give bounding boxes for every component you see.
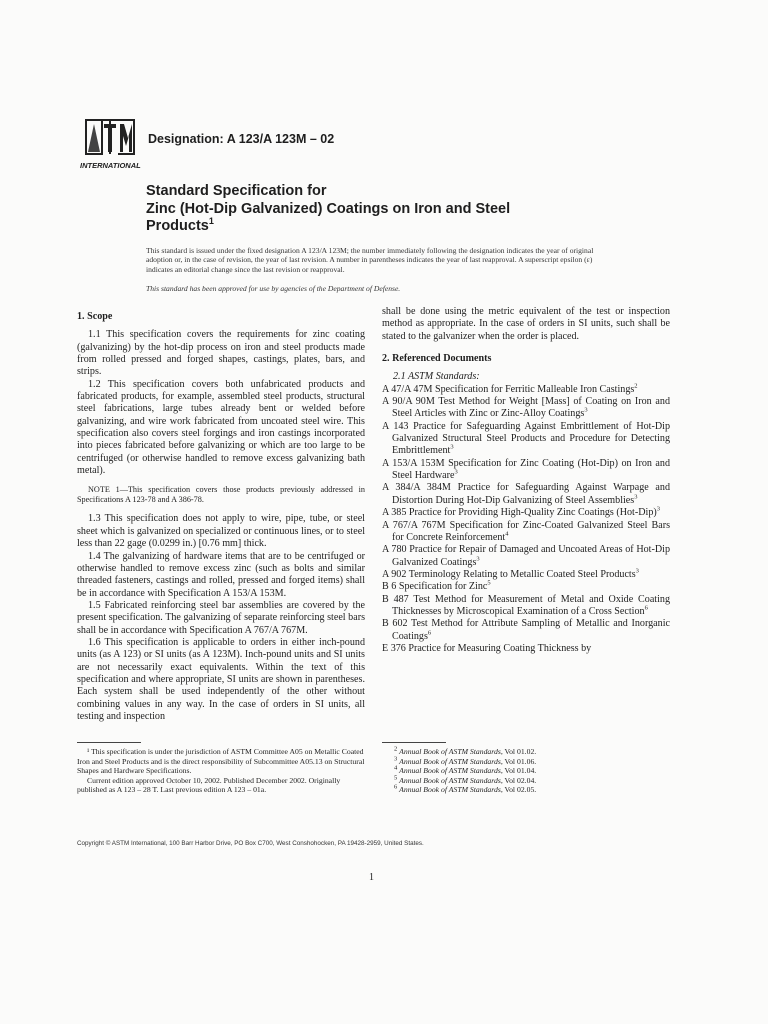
- intro-notice: [146, 246, 616, 304]
- page-number: 1: [369, 872, 374, 883]
- reference-item: [382, 384, 670, 396]
- footnote-item: [382, 766, 670, 776]
- footnote-number: 4: [394, 764, 398, 772]
- reference-item: [382, 396, 670, 421]
- astm-standards-subheading: 2.1 ASTM Standards:: [393, 371, 480, 383]
- paragraph-continuation: shall be done using the metric equivalent of the test or inspection method as appropriate. In the case of orders in SI units, such shall be stated to the galvanizer when the order is placed.: [382, 306, 670, 342]
- reference-text: A 47/A 47M Specification for Ferritic Malleable Iron Castings: [382, 383, 635, 395]
- reference-item: [382, 482, 670, 507]
- copyright-notice: Copyright © ASTM International, 100 Barr Harbor Drive, PO Box C700, West Conshohocken, PA 19428-2959, United States.: [77, 840, 424, 847]
- reference-footnote-mark: 3: [656, 505, 660, 513]
- section-heading-scope: 1. Scope: [77, 311, 113, 322]
- reference-text: A 153/A 153M Specification for Zinc Coating (Hot-Dip) on Iron and Steel Hardware: [382, 457, 670, 482]
- footnote-book: Annual Book of ASTM Standards: [399, 785, 501, 794]
- note-1: NOTE 1—This specification covers those products previously addressed in Specifications A 123-78 and A 386-78.: [77, 485, 365, 505]
- reference-text: A 902 Terminology Relating to Metallic Coated Steel Products: [382, 568, 636, 580]
- logo-text: INTERNATIONAL: [80, 161, 141, 170]
- reference-footnote-mark: 4: [505, 530, 509, 538]
- footnotes-right: [382, 742, 670, 795]
- reference-list: [382, 384, 670, 656]
- footnote-number: 3: [394, 754, 398, 762]
- reference-item: [382, 594, 670, 619]
- title-line-3: Products: [146, 218, 209, 234]
- title-line-2: Zinc (Hot-Dip Galvanized) Coatings on Iron and Steel: [146, 200, 511, 217]
- reference-text: B 602 Test Method for Attribute Sampling of Metallic and Inorganic Coatings: [382, 618, 670, 642]
- paragraph-1-6: 1.6 This specification is applicable to orders in either inch-pound units (as A 123) or SI units (as A 123M). Inch-pound units and SI units are not necessarily exact equivalents. Within the text of this specification and where appropriate, SI units are shown in parentheses. Each system shall be used independently of the other without combining values in any way. In the case of orders in SI units, all testing and inspection: [77, 636, 365, 722]
- section-heading-references: 2. Referenced Documents: [382, 353, 492, 365]
- footnote-rule: [382, 742, 446, 743]
- paragraph-1-2: 1.2 This specification covers both unfabricated products and fabricated products, for example, assembled steel products, structural steel fabrications, large tubes already bent or welded before galvanizing, and wire work fabricated from uncoated steel wire. This specification also covers steel forgings and iron castings incorporated into pieces fabricated before galvanizing or which are too large to be centrifuged (or otherwise handled to remove excess galvanizing bath metal).: [77, 378, 365, 477]
- reference-item: [382, 458, 670, 483]
- footnote-volume: , Vol 02.04.: [500, 775, 537, 785]
- footnote-book: Annual Book of ASTM Standards: [399, 756, 501, 766]
- designation-notice: This standard is issued under the fixed designation A 123/A 123M; the number immediately following the designation indicates the year of original adoption or, in the case of revision, the year of last revision. A number in parentheses indicates the year of last reapproval. A superscript epsilon (ε) indicates an editorial change since the last revision or reapproval.: [146, 246, 594, 274]
- reference-footnote-mark: 2: [634, 382, 638, 390]
- footnote-item: [382, 773, 670, 786]
- reference-item: [382, 643, 670, 655]
- reference-item: [382, 421, 670, 458]
- paragraph-1-3: 1.3 This specification does not apply to wire, pipe, tube, or steel sheet which is galvanized on specialized or continuous lines, or to steel less than 22 gage (0.0299 in.) [0.76 mm] thick.: [77, 513, 365, 550]
- right-column: [382, 306, 670, 655]
- footnotes-left: [77, 742, 365, 795]
- reference-text: A 90/A 90M Test Method for Weight [Mass] of Coating on Iron and Steel Articles with Zinc or Zinc-Alloy Coatings: [382, 396, 670, 420]
- footnote-volume: , Vol 01.06.: [500, 756, 537, 766]
- footnote-volume: , Vol 01.02.: [500, 747, 537, 756]
- reference-text: B 487 Test Method for Measurement of Metal and Oxide Coating Thicknesses by Microscopical Examination of a Cross Section: [382, 593, 670, 617]
- footnote-book: Annual Book of ASTM Standards: [399, 747, 501, 756]
- paragraph-1-4: 1.4 The galvanizing of hardware items that are to be centrifuged or otherwise handled to remove excess zinc (such as bolts and similar threaded fasteners, castings and rolled, pressed and forged items) shall be in accordance with Specification A 153/A 153M.: [77, 550, 365, 599]
- reference-footnote-mark: 5: [487, 579, 491, 587]
- left-column: [77, 311, 365, 723]
- reference-text: E 376 Practice for Measuring Coating Thickness by: [382, 642, 592, 654]
- title-footnote-mark: 1: [208, 216, 214, 227]
- reference-item: [382, 569, 670, 581]
- footnote-1-edition: Current edition approved October 10, 2002. Published December 2002. Originally published as A 123 – 28 T. Last previous edition A 123 – 01a.: [77, 775, 341, 794]
- reference-footnote-mark: 3: [450, 444, 454, 452]
- paragraph-1-5: 1.5 Fabricated reinforcing steel bar assemblies are covered by the present specification. The galvanizing of separate reinforcing steel bars shall be in accordance with Specification A 767/A 767M.: [77, 599, 365, 636]
- paragraph-1-1: 1.1 This specification covers the requirements for zinc coating (galvanizing) by the hot-dip process on iron and steel products made from rolled pressed and forged shapes, castings, plates, bars, and strips.: [77, 329, 365, 378]
- reference-item: [382, 520, 670, 545]
- footnote-item: [382, 747, 670, 757]
- reference-footnote-mark: 6: [427, 629, 432, 637]
- footnote-book: Annual Book of ASTM Standards: [399, 775, 501, 785]
- dod-approval-notice: This standard has been approved for use by agencies of the Department of Defense.: [146, 284, 401, 294]
- reference-text: A 767/A 767M Specification for Zinc-Coated Galvanized Steel Bars for Concrete Reinforcement: [382, 519, 670, 543]
- reference-text: A 385 Practice for Providing High-Quality Zinc Coatings (Hot-Dip): [382, 507, 657, 519]
- reference-item: [382, 544, 670, 569]
- footnote-volume: , Vol 02.05.: [500, 785, 537, 794]
- reference-text: A 780 Practice for Repair of Damaged and Uncoated Areas of Hot-Dip Galvanized Coatings: [382, 544, 670, 568]
- footnote-number: 5: [394, 773, 398, 781]
- title-line-1: Standard Specification for: [146, 183, 327, 199]
- footnote-volume: , Vol 01.04.: [500, 766, 537, 775]
- document-title: [146, 183, 666, 236]
- footnote-number: 2: [394, 745, 398, 753]
- reference-item: [382, 581, 670, 593]
- footnote-rule: [77, 742, 141, 743]
- reference-text: A 384/A 384M Practice for Safeguarding Against Warpage and Distortion During Hot-Dip Galvanizing of Steel Assemblies: [382, 482, 670, 506]
- footnote-number: 6: [394, 783, 398, 791]
- footnote-1: ¹ This specification is under the jurisdiction of ASTM Committee A05 on Metallic Coated Iron and Steel Products and is the direct responsibility of Subcommittee A05.13 on Structural Shapes and Hardware Specifications.: [77, 747, 365, 775]
- reference-footnote-mark: 3: [584, 407, 588, 415]
- footnote-item: [382, 754, 670, 767]
- footnote-list: [382, 747, 670, 795]
- footnote-book: Annual Book of ASTM Standards: [399, 766, 501, 775]
- reference-item: [382, 618, 670, 643]
- reference-footnote-mark: 3: [454, 468, 458, 476]
- reference-item: [382, 507, 670, 519]
- reference-footnote-mark: 3: [634, 493, 638, 501]
- astm-logo: [78, 114, 142, 174]
- reference-text: B 6 Specification for Zinc: [382, 581, 488, 593]
- reference-footnote-mark: 3: [635, 567, 639, 575]
- footnote-item: [382, 785, 670, 795]
- designation: Designation: A 123/A 123M – 02: [148, 132, 335, 146]
- reference-footnote-mark: 6: [644, 604, 648, 612]
- reference-text: A 143 Practice for Safeguarding Against Embrittlement of Hot-Dip Galvanized Structural Steel Products and Procedure for Detecting Embrittlement: [382, 420, 670, 457]
- reference-footnote-mark: 3: [476, 555, 480, 563]
